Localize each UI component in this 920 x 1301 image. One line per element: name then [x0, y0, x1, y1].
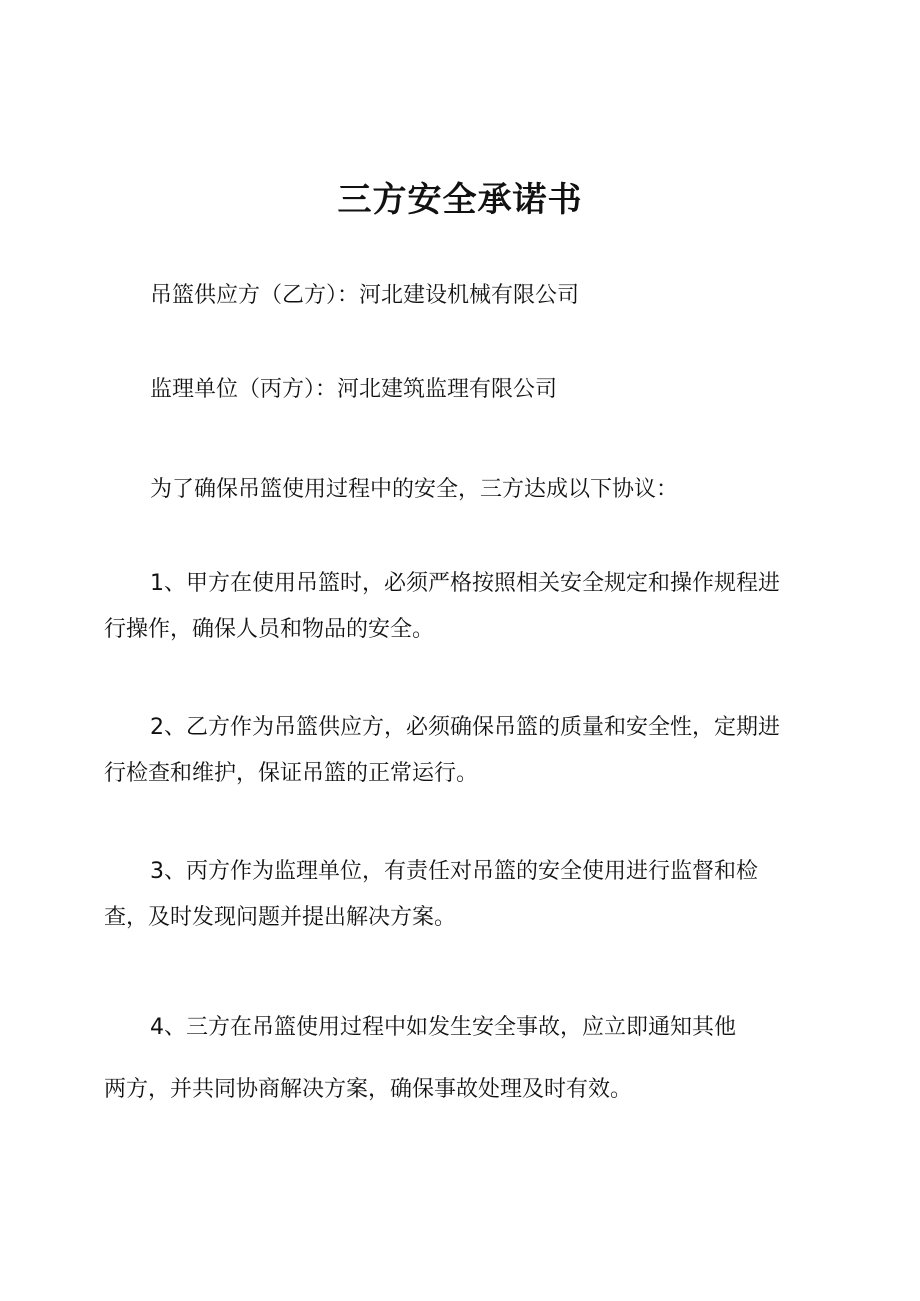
clause-4-line-1: 4、三方在吊篮使用过程中如发生安全事故，应立即通知其他 [150, 1015, 736, 1040]
supplier-party-line: 吊篮供应方（乙方）：河北建设机械有限公司 [150, 283, 580, 308]
clause-2-line-2: 行检查和维护，保证吊篮的正常运行。 [104, 761, 479, 786]
supervisor-party-line: 监理单位（丙方）：河北建筑监理有限公司 [150, 377, 558, 402]
document-title: 三方安全承诺书 [337, 180, 583, 220]
clause-4 [104, 1012, 736, 1106]
clause-3-line-2: 查，及时发现问题并提出解决方案。 [104, 905, 457, 930]
clause-1 [104, 568, 780, 646]
clause-3 [104, 856, 758, 934]
intro-line: 为了确保吊篮使用过程中的安全，三方达成以下协议： [150, 477, 679, 502]
clause-2 [104, 712, 780, 790]
clause-1-line-1: 1、甲方在使用吊篮时，必须严格按照相关安全规定和操作规程进 [150, 571, 780, 596]
clause-4-line-2: 两方，并共同协商解决方案，确保事故处理及时有效。 [104, 1077, 633, 1102]
clause-3-line-1: 3、丙方作为监理单位，有责任对吊篮的安全使用进行监督和检 [150, 859, 758, 884]
clause-1-line-2: 行操作，确保人员和物品的安全。 [104, 617, 435, 642]
clause-2-line-1: 2、乙方作为吊篮供应方，必须确保吊篮的质量和安全性，定期进 [150, 715, 780, 740]
